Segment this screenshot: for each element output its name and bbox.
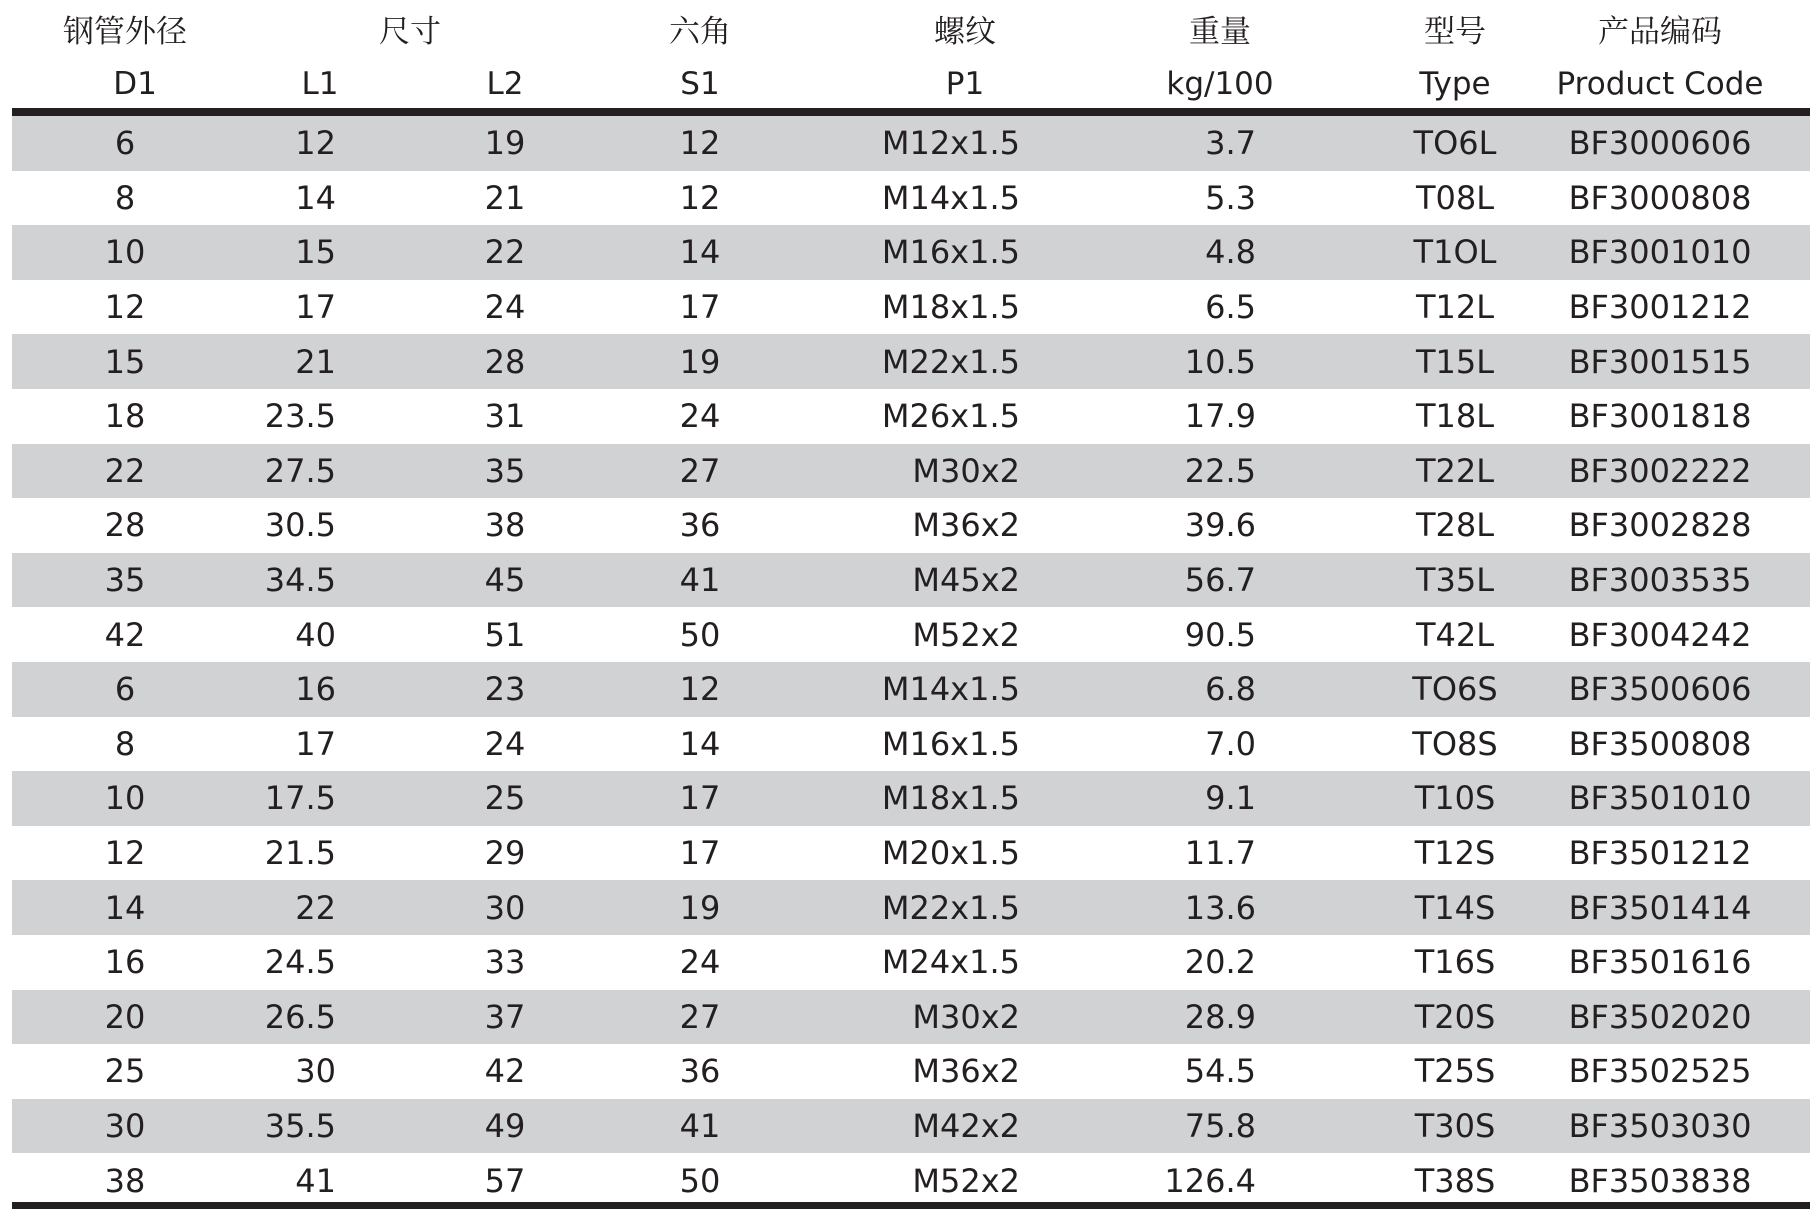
table-row xyxy=(12,389,1810,444)
cell-weight: 90.5 xyxy=(1184,615,1256,654)
cell-type: TO6L xyxy=(1413,124,1497,163)
cell-p1: M18x1.5 xyxy=(881,288,1020,327)
cell-type: T16S xyxy=(1414,943,1496,982)
cell-l1: 27.5 xyxy=(264,451,336,490)
cell-d1: 38 xyxy=(104,1161,146,1200)
cell-s1: 24 xyxy=(679,397,721,436)
cell-l2: 29 xyxy=(484,834,526,873)
cell-weight: 13.6 xyxy=(1184,888,1256,927)
cell-weight: 3.7 xyxy=(1205,124,1256,163)
table-body xyxy=(12,116,1810,1208)
cell-weight: 5.3 xyxy=(1205,178,1256,217)
cell-s1: 12 xyxy=(679,178,721,217)
cell-p1: M14x1.5 xyxy=(881,178,1020,217)
cell-l1: 22 xyxy=(295,888,336,927)
cell-weight: 75.8 xyxy=(1184,1106,1256,1145)
table-row xyxy=(12,225,1810,280)
cell-l1: 30 xyxy=(295,1052,336,1091)
cell-l1: 23.5 xyxy=(264,397,336,436)
table-row xyxy=(12,880,1810,935)
cell-s1: 50 xyxy=(679,1161,721,1200)
cell-weight: 10.5 xyxy=(1184,342,1256,381)
cell-l1: 40 xyxy=(295,615,336,654)
cell-weight: 39.6 xyxy=(1184,506,1256,545)
header-product-code: 产品编码 xyxy=(1598,13,1722,50)
header-d1: D1 xyxy=(113,66,157,102)
cell-type: T08L xyxy=(1415,178,1495,217)
cell-d1: 22 xyxy=(104,451,146,490)
header-dimensions: 尺寸 xyxy=(379,13,441,50)
cell-l2: 21 xyxy=(484,178,526,217)
cell-weight: 22.5 xyxy=(1184,451,1256,490)
cell-p1: M42x2 xyxy=(912,1106,1020,1145)
cell-p1: M52x2 xyxy=(912,1161,1020,1200)
cell-s1: 17 xyxy=(679,779,721,818)
cell-code: BF3001515 xyxy=(1568,342,1752,381)
cell-l1: 12 xyxy=(295,124,336,163)
cell-type: T35L xyxy=(1415,561,1495,600)
cell-l1: 17 xyxy=(295,724,336,763)
cell-weight: 20.2 xyxy=(1184,943,1256,982)
header-rule xyxy=(12,108,1810,116)
cell-code: BF3500808 xyxy=(1568,724,1752,763)
cell-p1: M36x2 xyxy=(912,506,1020,545)
cell-d1: 6 xyxy=(114,124,136,163)
cell-code: BF3501010 xyxy=(1568,779,1752,818)
cell-l2: 42 xyxy=(484,1052,526,1091)
cell-l2: 33 xyxy=(484,943,526,982)
cell-s1: 19 xyxy=(679,888,721,927)
cell-l2: 24 xyxy=(484,724,526,763)
cell-weight: 17.9 xyxy=(1184,397,1256,436)
cell-code: BF3002828 xyxy=(1568,506,1752,545)
cell-code: BF3503030 xyxy=(1568,1106,1752,1145)
cell-weight: 54.5 xyxy=(1184,1052,1256,1091)
header-hex: 六角 xyxy=(669,13,731,50)
cell-s1: 41 xyxy=(679,561,721,600)
cell-p1: M12x1.5 xyxy=(881,124,1020,163)
table-row xyxy=(12,826,1810,881)
cell-l1: 24.5 xyxy=(264,943,336,982)
cell-d1: 30 xyxy=(104,1106,146,1145)
cell-type: TO6S xyxy=(1412,670,1498,709)
cell-l2: 30 xyxy=(484,888,526,927)
cell-code: BF3001212 xyxy=(1568,288,1752,327)
cell-l1: 21.5 xyxy=(264,834,336,873)
cell-l1: 41 xyxy=(295,1161,336,1200)
cell-code: BF3000606 xyxy=(1568,124,1752,163)
cell-type: T10S xyxy=(1414,779,1496,818)
table-row xyxy=(12,334,1810,389)
cell-code: BF3000808 xyxy=(1568,178,1752,217)
cell-code: BF3500606 xyxy=(1568,670,1752,709)
cell-d1: 10 xyxy=(104,233,146,272)
cell-s1: 12 xyxy=(679,124,721,163)
cell-p1: M20x1.5 xyxy=(881,834,1020,873)
cell-d1: 18 xyxy=(104,397,146,436)
cell-l1: 26.5 xyxy=(264,997,336,1036)
cell-d1: 12 xyxy=(104,834,146,873)
cell-d1: 8 xyxy=(114,724,136,763)
cell-d1: 12 xyxy=(104,288,146,327)
table-row xyxy=(12,717,1810,772)
cell-p1: M36x2 xyxy=(912,1052,1020,1091)
cell-weight: 6.5 xyxy=(1205,288,1256,327)
cell-l2: 45 xyxy=(484,561,526,600)
cell-weight: 28.9 xyxy=(1184,997,1256,1036)
table-row xyxy=(12,1044,1810,1099)
header-row-top xyxy=(0,0,1818,56)
cell-s1: 27 xyxy=(679,451,721,490)
cell-l2: 49 xyxy=(484,1106,526,1145)
cell-weight: 7.0 xyxy=(1205,724,1256,763)
table-row xyxy=(12,1099,1810,1154)
cell-l2: 22 xyxy=(484,233,526,272)
header-row-sub xyxy=(0,56,1818,112)
cell-code: BF3002222 xyxy=(1568,451,1752,490)
cell-p1: M16x1.5 xyxy=(881,233,1020,272)
cell-l1: 17.5 xyxy=(264,779,336,818)
cell-p1: M52x2 xyxy=(912,615,1020,654)
table-row xyxy=(12,935,1810,990)
cell-s1: 14 xyxy=(679,724,721,763)
cell-code: BF3001010 xyxy=(1568,233,1752,272)
header-s1: S1 xyxy=(680,66,720,102)
cell-code: BF3501616 xyxy=(1568,943,1752,982)
cell-s1: 12 xyxy=(679,670,721,709)
table-row xyxy=(12,171,1810,226)
cell-l1: 34.5 xyxy=(264,561,336,600)
header-type: 型号 xyxy=(1424,13,1486,50)
cell-weight: 6.8 xyxy=(1205,670,1256,709)
cell-p1: M24x1.5 xyxy=(881,943,1020,982)
cell-l1: 17 xyxy=(295,288,336,327)
cell-l2: 25 xyxy=(484,779,526,818)
cell-p1: M22x1.5 xyxy=(881,342,1020,381)
cell-code: BF3503838 xyxy=(1568,1161,1752,1200)
table-row xyxy=(12,990,1810,1045)
cell-type: T42L xyxy=(1415,615,1495,654)
cell-l1: 14 xyxy=(295,178,336,217)
cell-l2: 23 xyxy=(484,670,526,709)
table-row xyxy=(12,607,1810,662)
table-row xyxy=(12,116,1810,171)
cell-weight: 9.1 xyxy=(1205,779,1256,818)
cell-type: T30S xyxy=(1414,1106,1496,1145)
cell-l1: 15 xyxy=(295,233,336,272)
cell-weight: 56.7 xyxy=(1184,561,1256,600)
cell-d1: 6 xyxy=(114,670,136,709)
cell-d1: 28 xyxy=(104,506,146,545)
cell-type: T20S xyxy=(1414,997,1496,1036)
cell-code: BF3003535 xyxy=(1568,561,1752,600)
cell-p1: M30x2 xyxy=(912,997,1020,1036)
cell-d1: 25 xyxy=(104,1052,146,1091)
cell-s1: 27 xyxy=(679,997,721,1036)
cell-p1: M16x1.5 xyxy=(881,724,1020,763)
cell-code: BF3501212 xyxy=(1568,834,1752,873)
cell-l1: 30.5 xyxy=(264,506,336,545)
table-row xyxy=(12,771,1810,826)
cell-l2: 24 xyxy=(484,288,526,327)
header-weight: 重量 xyxy=(1189,13,1251,50)
cell-s1: 24 xyxy=(679,943,721,982)
cell-s1: 41 xyxy=(679,1106,721,1145)
cell-s1: 17 xyxy=(679,834,721,873)
cell-s1: 36 xyxy=(679,1052,721,1091)
cell-type: T1OL xyxy=(1413,233,1497,272)
cell-l1: 16 xyxy=(295,670,336,709)
cell-p1: M30x2 xyxy=(912,451,1020,490)
cell-code: BF3502020 xyxy=(1568,997,1752,1036)
cell-d1: 8 xyxy=(114,178,136,217)
table-row xyxy=(12,553,1810,608)
cell-d1: 35 xyxy=(104,561,146,600)
cell-type: T22L xyxy=(1415,451,1495,490)
cell-l2: 19 xyxy=(484,124,526,163)
cell-p1: M14x1.5 xyxy=(881,670,1020,709)
cell-type: T12S xyxy=(1414,834,1496,873)
cell-code: BF3501414 xyxy=(1568,888,1752,927)
cell-s1: 36 xyxy=(679,506,721,545)
cell-type: T12L xyxy=(1415,288,1495,327)
header-thread: 螺纹 xyxy=(934,13,996,50)
table-row xyxy=(12,444,1810,499)
cell-weight: 126.4 xyxy=(1164,1161,1256,1200)
cell-type: T25S xyxy=(1414,1052,1496,1091)
header-type-en: Type xyxy=(1419,66,1491,102)
cell-s1: 17 xyxy=(679,288,721,327)
cell-l2: 31 xyxy=(484,397,526,436)
cell-code: BF3001818 xyxy=(1568,397,1752,436)
cell-type: T28L xyxy=(1415,506,1495,545)
cell-type: T38S xyxy=(1414,1161,1496,1200)
cell-l2: 38 xyxy=(484,506,526,545)
cell-type: T18L xyxy=(1415,397,1495,436)
cell-l2: 51 xyxy=(484,615,526,654)
cell-p1: M18x1.5 xyxy=(881,779,1020,818)
cell-code: BF3004242 xyxy=(1568,615,1752,654)
cell-s1: 19 xyxy=(679,342,721,381)
cell-s1: 50 xyxy=(679,615,721,654)
table-row xyxy=(12,662,1810,717)
header-l2: L2 xyxy=(486,66,524,102)
cell-s1: 14 xyxy=(679,233,721,272)
cell-l2: 35 xyxy=(484,451,526,490)
cell-d1: 10 xyxy=(104,779,146,818)
cell-d1: 16 xyxy=(104,943,146,982)
cell-l2: 28 xyxy=(484,342,526,381)
table-row xyxy=(12,498,1810,553)
bottom-rule xyxy=(12,1202,1810,1209)
cell-weight: 11.7 xyxy=(1184,834,1256,873)
cell-d1: 42 xyxy=(104,615,146,654)
header-outer-diameter: 钢管外径 xyxy=(63,13,187,50)
cell-l2: 57 xyxy=(484,1161,526,1200)
cell-d1: 15 xyxy=(104,342,146,381)
header-p1: P1 xyxy=(945,66,985,102)
header-product-code-en: Product Code xyxy=(1556,66,1764,102)
header-weight-unit: kg/100 xyxy=(1166,66,1274,102)
cell-type: TO8S xyxy=(1412,724,1498,763)
cell-l1: 21 xyxy=(295,342,336,381)
cell-code: BF3502525 xyxy=(1568,1052,1752,1091)
table-row xyxy=(12,1153,1810,1208)
cell-d1: 14 xyxy=(104,888,146,927)
cell-l2: 37 xyxy=(484,997,526,1036)
cell-l1: 35.5 xyxy=(264,1106,336,1145)
header-l1: L1 xyxy=(301,66,339,102)
table-row xyxy=(12,280,1810,335)
cell-p1: M45x2 xyxy=(912,561,1020,600)
cell-weight: 4.8 xyxy=(1205,233,1256,272)
cell-p1: M26x1.5 xyxy=(881,397,1020,436)
cell-type: T14S xyxy=(1414,888,1496,927)
cell-type: T15L xyxy=(1415,342,1495,381)
cell-p1: M22x1.5 xyxy=(881,888,1020,927)
cell-d1: 20 xyxy=(104,997,146,1036)
